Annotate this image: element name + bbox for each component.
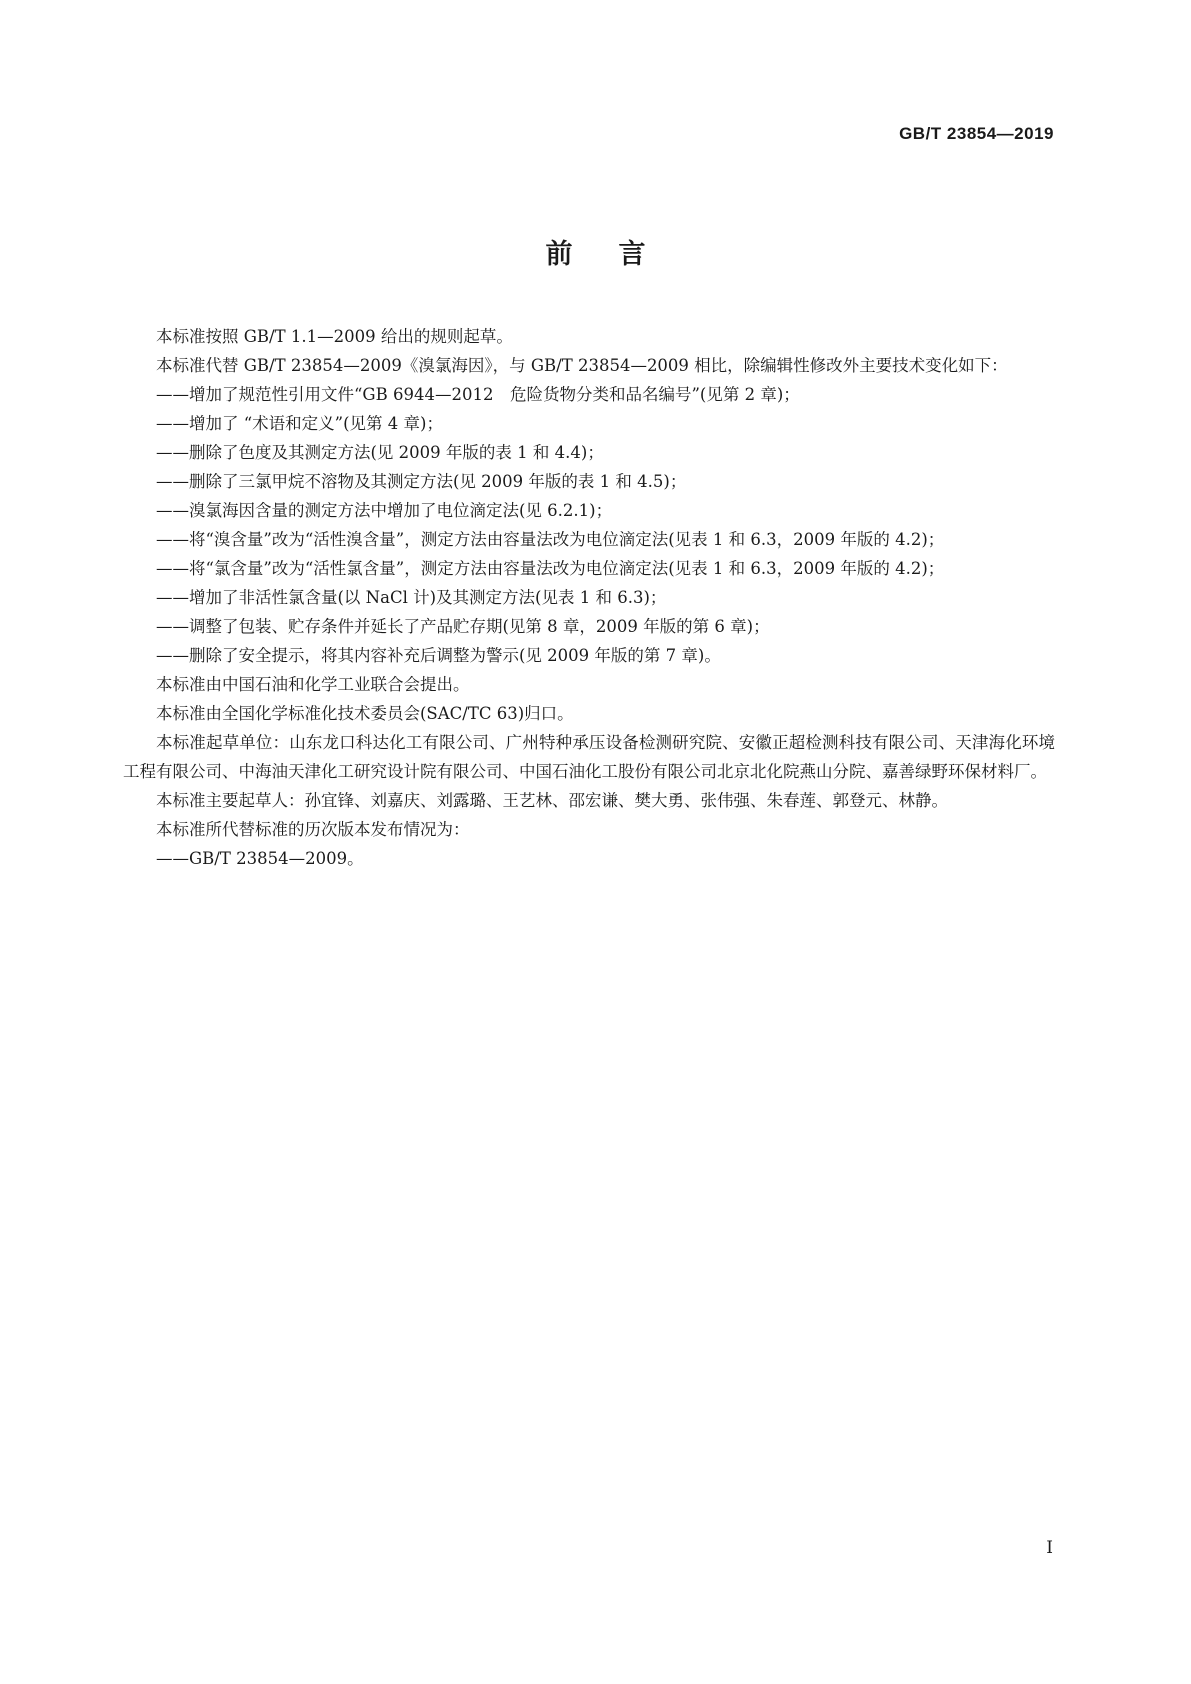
list-item: ——删除了安全提示，将其内容补充后调整为警示(见 2009 年版的第 7 章)。 — [156, 646, 721, 665]
paragraph: 本标准代替 GB/T 23854—2009《溴氯海因》，与 GB/T 23854—2009 相比，除编辑性修改外主要技术变化如下： — [156, 356, 1008, 375]
standard-number: GB/T 23854—2019 — [899, 124, 1054, 143]
paragraph: 本标准所代替标准的历次版本发布情况为： — [156, 820, 470, 839]
paragraph: 本标准起草单位：山东龙口科达化工有限公司、广州特种承压设备检测研究院、安徽正超检测科技有限公司、天津海化环境工程有限公司、中海油天津化工研究设计院有限公司、中国石油化工股份有限公司北京北化院燕山分院、嘉善绿野环保材料厂。 — [123, 733, 1055, 781]
paragraph: 本标准主要起草人：孙宜锋、刘嘉庆、刘露璐、王艺林、邵宏谦、樊大勇、张伟强、朱春莲、郭登元、林静。 — [156, 791, 948, 810]
list-item: ——将“溴含量”改为“活性溴含量”，测定方法由容量法改为电位滴定法(见表 1 和 6.3，2009 年版的 4.2)； — [156, 530, 945, 549]
list-item: ——GB/T 23854—2009。 — [156, 849, 364, 868]
paragraph: 本标准由中国石油和化学工业联合会提出。 — [156, 675, 470, 694]
changes-list — [123, 380, 1055, 670]
list-item: ——溴氯海因含量的测定方法中增加了电位滴定法(见 6.2.1)； — [156, 501, 613, 520]
page-title: 前言 — [545, 239, 692, 270]
list-item: ——删除了色度及其测定方法(见 2009 年版的表 1 和 4.4)； — [156, 443, 604, 462]
history-list — [123, 844, 1055, 873]
list-item: ——将“氯含量”改为“活性氯含量”，测定方法由容量法改为电位滴定法(见表 1 和 6.3，2009 年版的 4.2)； — [156, 559, 945, 578]
list-item: ——增加了 “术语和定义”(见第 4 章)； — [156, 414, 443, 433]
paragraph: 本标准由全国化学标准化技术委员会(SAC/TC 63)归口。 — [156, 704, 574, 723]
foreword-body — [123, 322, 1055, 873]
list-item: ——增加了规范性引用文件“GB 6944—2012 危险货物分类和品名编号”(见第 2 章)； — [156, 385, 800, 404]
list-item: ——调整了包装、贮存条件并延长了产品贮存期(见第 8 章，2009 年版的第 6 章)； — [156, 617, 770, 636]
paragraph: 本标准按照 GB/T 1.1—2009 给出的规则起草。 — [156, 327, 513, 346]
page-number: I — [1046, 1538, 1053, 1558]
list-item: ——增加了非活性氯含量(以 NaCl 计)及其测定方法(见表 1 和 6.3)； — [156, 588, 667, 607]
list-item: ——删除了三氯甲烷不溶物及其测定方法(见 2009 年版的表 1 和 4.5)； — [156, 472, 687, 491]
